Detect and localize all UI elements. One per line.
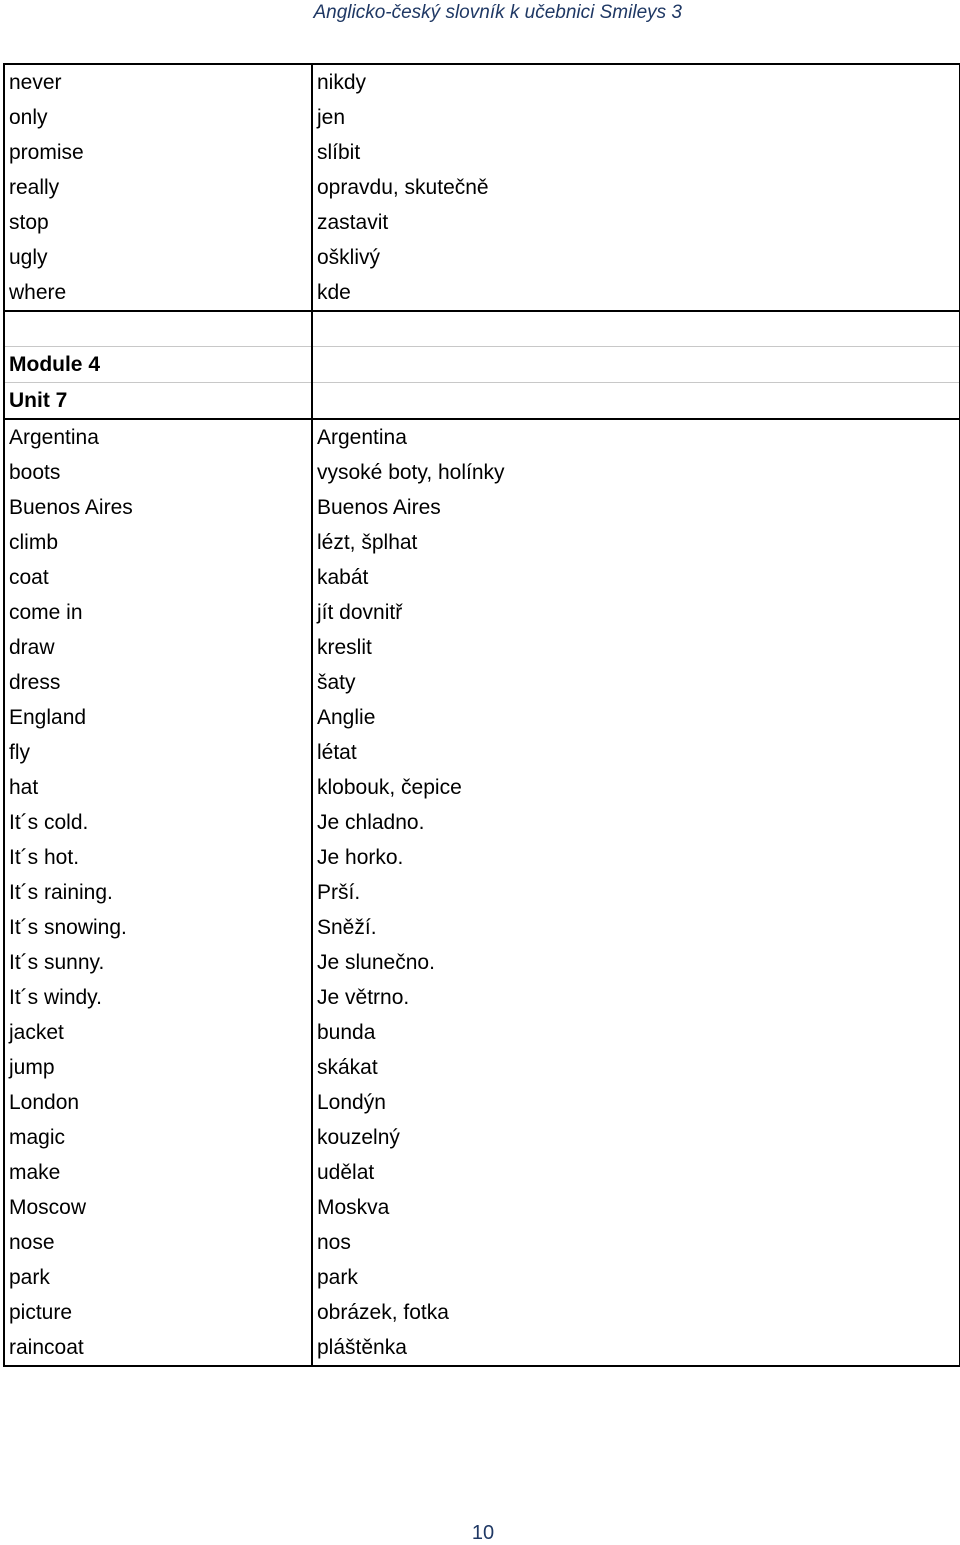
unit-heading-row [4,382,960,419]
english-word: It´s hot. [4,840,312,875]
table-row [4,455,960,490]
czech-translation: pláštěnka [312,1330,960,1366]
table-row [4,700,960,735]
english-word: England [4,700,312,735]
english-word: make [4,1155,312,1190]
table-row [4,1015,960,1050]
czech-translation: Prší. [312,875,960,910]
czech-translation: nos [312,1225,960,1260]
table-row [4,1120,960,1155]
english-word: really [4,170,312,205]
table-row [4,560,960,595]
english-word: jacket [4,1015,312,1050]
english-word: It´s sunny. [4,945,312,980]
table-row [4,1295,960,1330]
english-word: hat [4,770,312,805]
czech-translation: Buenos Aires [312,490,960,525]
czech-translation: kabát [312,560,960,595]
table-row [4,275,960,311]
empty-cell [312,311,960,346]
english-word: ugly [4,240,312,275]
table-row [4,1225,960,1260]
table-row [4,490,960,525]
page-header-title: Anglicko-český slovník k učebnici Smileys 3 [313,2,682,23]
english-word: It´s raining. [4,875,312,910]
czech-translation: opravdu, skutečně [312,170,960,205]
table-row [4,64,960,100]
english-word: It´s cold. [4,805,312,840]
table-row [4,170,960,205]
czech-translation: Moskva [312,1190,960,1225]
blank-separator-row [4,311,960,346]
english-word: coat [4,560,312,595]
table-row [4,135,960,170]
czech-translation: kde [312,275,960,311]
czech-translation: slíbit [312,135,960,170]
table-row [4,945,960,980]
empty-cell [312,346,960,382]
czech-translation: Je slunečno. [312,945,960,980]
english-word: Argentina [4,419,312,455]
table-row [4,910,960,945]
table-row [4,595,960,630]
czech-translation: ošklivý [312,240,960,275]
czech-translation: park [312,1260,960,1295]
table-row [4,770,960,805]
vocabulary-table [3,63,960,1367]
table-row [4,419,960,455]
czech-translation: Sněží. [312,910,960,945]
module-heading: Module 4 [4,346,312,382]
english-word: Moscow [4,1190,312,1225]
english-word: picture [4,1295,312,1330]
unit-heading: Unit 7 [4,382,312,419]
table-row [4,240,960,275]
czech-translation: Je větrno. [312,980,960,1015]
czech-translation: Anglie [312,700,960,735]
table-row [4,805,960,840]
table-row [4,1050,960,1085]
table-row [4,1260,960,1295]
czech-translation: létat [312,735,960,770]
english-word: Buenos Aires [4,490,312,525]
czech-translation: kouzelný [312,1120,960,1155]
empty-cell [4,311,312,346]
english-word: raincoat [4,1330,312,1366]
table-row [4,840,960,875]
english-word: London [4,1085,312,1120]
czech-translation: šaty [312,665,960,700]
empty-cell [312,382,960,419]
czech-translation: nikdy [312,64,960,100]
english-word: It´s windy. [4,980,312,1015]
english-word: nose [4,1225,312,1260]
czech-translation: klobouk, čepice [312,770,960,805]
english-word: draw [4,630,312,665]
table-row [4,1085,960,1120]
czech-translation: zastavit [312,205,960,240]
czech-translation: vysoké boty, holínky [312,455,960,490]
czech-translation: Argentina [312,419,960,455]
english-word: climb [4,525,312,560]
english-word: park [4,1260,312,1295]
table-row [4,1330,960,1366]
english-word: come in [4,595,312,630]
czech-translation: bunda [312,1015,960,1050]
table-row [4,665,960,700]
english-word: jump [4,1050,312,1085]
page-number: 10 [471,1522,495,1544]
english-word: fly [4,735,312,770]
english-word: stop [4,205,312,240]
table-row [4,205,960,240]
module-heading-row [4,346,960,382]
table-row [4,875,960,910]
table-row [4,100,960,135]
czech-translation: udělat [312,1155,960,1190]
english-word: only [4,100,312,135]
table-row [4,1190,960,1225]
table-row [4,1155,960,1190]
czech-translation: obrázek, fotka [312,1295,960,1330]
table-row [4,525,960,560]
english-word: It´s snowing. [4,910,312,945]
czech-translation: Je horko. [312,840,960,875]
english-word: where [4,275,312,311]
czech-translation: jít dovnitř [312,595,960,630]
table-row [4,735,960,770]
czech-translation: Je chladno. [312,805,960,840]
czech-translation: kreslit [312,630,960,665]
english-word: dress [4,665,312,700]
table-row [4,630,960,665]
table-row [4,980,960,1015]
czech-translation: jen [312,100,960,135]
english-word: never [4,64,312,100]
english-word: promise [4,135,312,170]
czech-translation: lézt, šplhat [312,525,960,560]
english-word: boots [4,455,312,490]
english-word: magic [4,1120,312,1155]
czech-translation: skákat [312,1050,960,1085]
czech-translation: Londýn [312,1085,960,1120]
